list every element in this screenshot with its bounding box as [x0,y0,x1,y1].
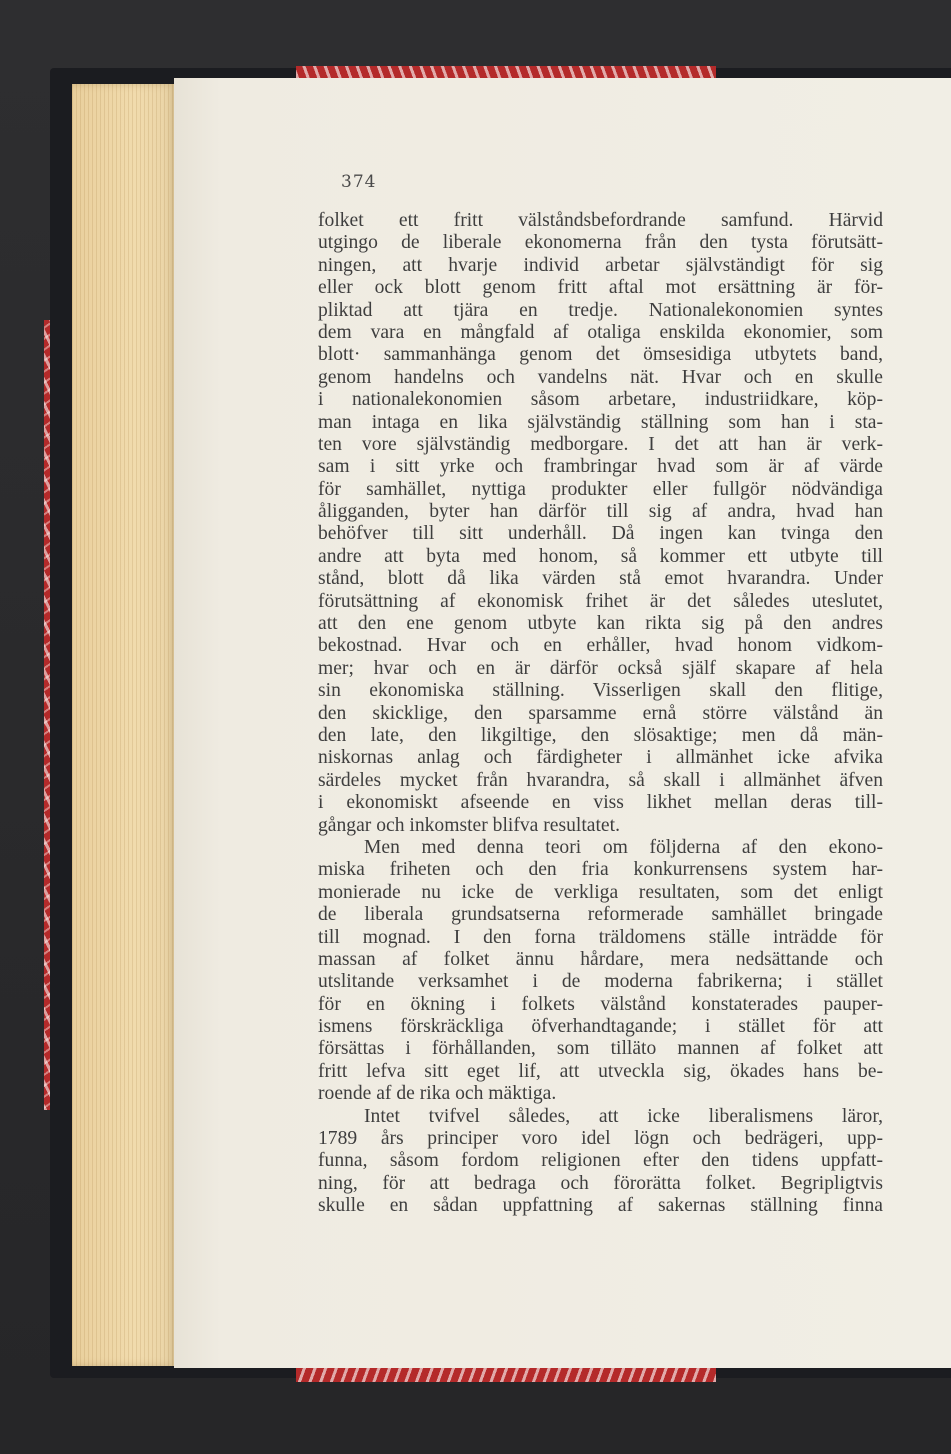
text-line: folket ett fritt välståndsbefordrande samfund. Härvid [318,210,883,231]
text-line: fritt lefva sitt eget lif, att utveckla sig, ökades hans be- [318,1060,883,1082]
text-line: till mognad. I den forna träldomens ställe inträdde för [318,926,883,948]
text-line: behöfver till sitt underhåll. Då ingen kan tvinga den [318,523,883,545]
text-line: att den ene genom utbyte kan rikta sig på den andres [318,613,883,635]
page-edges [72,84,178,1366]
text-line: för samhället, nyttiga produkter eller fullgör nödvändiga [318,478,883,500]
text-line: gångar och inkomster blifva resultatet. [318,814,620,836]
text-line: förutsättning af ekonomisk frihet är det således uteslutet, [318,590,883,612]
text-line: Men med denna teori om följderna af den ekono- [364,836,883,858]
text-line: eller ock blott genom fritt aftal mot ersättning är för- [318,277,883,299]
text-line: mer; hvar och en är därför också själf skapare af hela [318,657,883,679]
marbled-edge-bottom [296,1366,716,1382]
text-line: utgingo de liberale ekonomerna från den tysta förutsätt- [318,232,883,254]
text-line: Intet tvifvel således, att icke liberalismens läror, [364,1105,883,1127]
text-line: den late, den likgiltige, den slösaktige; men då män- [318,724,883,746]
body-text [318,210,883,1218]
text-line: sin ekonomiska ställning. Visserligen skall den flitige, [318,680,883,702]
text-line: massan af folket ännu hårdare, mera nedsättande och [318,948,883,970]
text-line: i ekonomiskt afseende en viss likhet mellan deras till- [318,792,883,814]
text-line: åligganden, byter han därför till sig af andra, hvad han [318,501,883,523]
text-line: ning, för att bedraga och förorätta folket. Begripligtvis [318,1172,883,1194]
text-line: man intaga en lika självständig ställning som han i sta- [318,411,883,433]
text-line: niskornas anlag och färdigheter i allmänhet icke afvika [318,747,883,769]
text-line: dem vara en mångfald af otaliga enskilda ekonomier, som [318,321,883,343]
text-line: de liberala grundsatserna reformerade samhället bringade [318,904,883,926]
page-number: 374 [341,172,377,192]
text-line: roende af de rika och mäktiga. [318,1083,557,1105]
text-line: utslitande verksamhet i de moderna fabrikerna; i stället [318,971,883,993]
text-line: bekostnad. Hvar och en erhåller, hvad honom vidkom- [318,635,883,657]
text-line: sam i sitt yrke och frambringar hvad som är af värde [318,456,883,478]
marbled-edge-top [296,66,716,78]
text-line: den skicklige, den sparsamme ernå större välstånd än [318,702,883,724]
text-line: monierade nu icke de verkliga resultaten, som det enligt [318,881,883,903]
text-line: pliktad att tjära en tredje. Nationalekonomien syntes [318,299,883,321]
text-line: ningen, att hvarje individ arbetar självständigt för sig [318,254,883,276]
text-line: blott· sammanhänga genom det ömsesidiga utbytets band, [318,344,883,366]
text-line: ismens förskräckliga öfverhandtagande; i stället för att [318,1016,883,1038]
text-line: 1789 års principer voro idel lögn och bedrägeri, upp- [318,1128,883,1150]
text-line: stånd, blott då lika värden stå emot hvarandra. Under [318,568,883,590]
text-line: försättas i förhållanden, som tilläto mannen af folket att [318,1038,883,1060]
text-line: ten vore självständig medborgare. I det att han är verk- [318,433,883,455]
text-line: miska friheten och den fria konkurrensens system har- [318,859,883,881]
text-line: andre att byta med honom, så kommer ett utbyte till [318,545,883,567]
text-line: skulle en sådan uppfattning af sakernas ställning finna [318,1195,883,1217]
text-line: särdeles mycket från hvarandra, så skall i allmänhet äfven [318,769,883,791]
text-line: för en ökning i folkets välstånd konstaterades pauper- [318,993,883,1015]
text-line: i nationalekonomien såsom arbetare, industriidkare, köp- [318,389,883,411]
text-line: genom handelns och vandelns nät. Hvar och en skulle [318,366,883,388]
text-line: funna, såsom fordom religionen efter den tidens uppfatt- [318,1150,883,1172]
